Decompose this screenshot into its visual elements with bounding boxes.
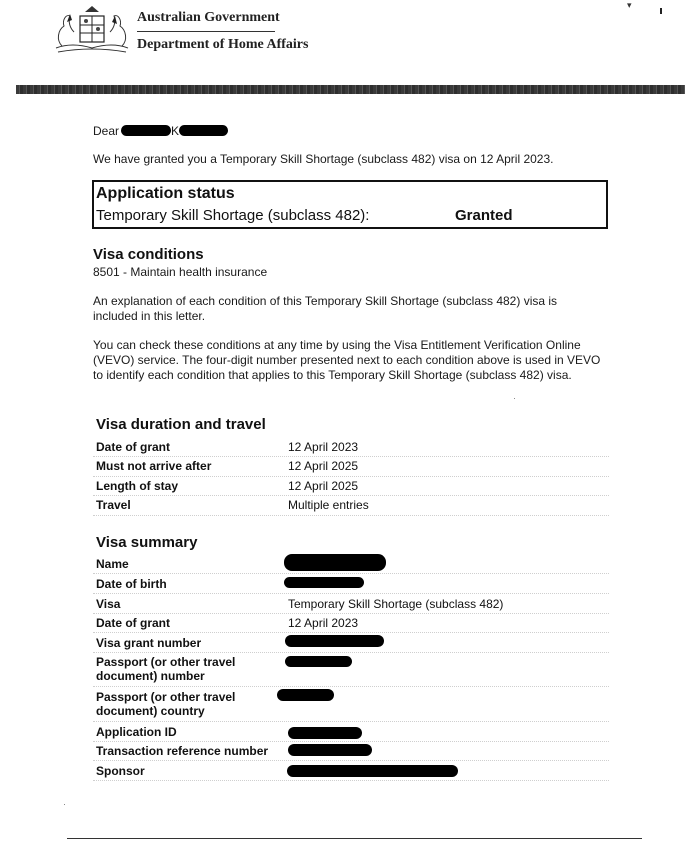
row-divider: [93, 780, 609, 781]
row-divider: [93, 721, 609, 722]
salutation-initial: K: [171, 124, 180, 138]
summary-row-label: Visa: [96, 597, 121, 611]
summary-row-label: Passport (or other travel document) country: [96, 690, 236, 718]
redacted-transaction-reference: [288, 744, 372, 756]
redacted-passport-country: [277, 689, 334, 701]
vevo-paragraph: You can check these conditions at any time by using the Visa Entitlement Verification Online (VEVO) service. The four-digit number presented next to each condition above is used in VEVO to identify each condition that applies to this Temporary Skill Shortage (subclass 482) visa.: [93, 338, 601, 382]
duration-row-label: Date of grant: [96, 440, 171, 454]
row-divider: [93, 741, 609, 742]
summary-row-label: Visa grant number: [96, 636, 202, 650]
scan-speck: [514, 398, 515, 399]
row-divider: [93, 760, 609, 761]
visa-conditions-heading: Visa conditions: [93, 246, 204, 263]
department-name: Department of Home Affairs: [137, 37, 309, 52]
application-status-value: Granted: [455, 207, 513, 224]
redacted-given-name: [121, 125, 171, 136]
duration-row-label: Must not arrive after: [96, 459, 212, 473]
scan-speck: [64, 804, 65, 805]
row-divider: [93, 573, 609, 574]
visa-duration-heading: Visa duration and travel: [96, 416, 266, 433]
duration-row-value: 12 April 2023: [288, 440, 359, 454]
row-divider: [93, 632, 609, 633]
coat-of-arms-icon: [52, 2, 132, 54]
scan-mark: ▾: [627, 0, 632, 10]
redacted-name: [284, 554, 386, 571]
summary-row-value: 12 April 2023: [288, 616, 359, 630]
redacted-passport-number: [285, 656, 352, 667]
duration-row-value: 12 April 2025: [288, 459, 359, 473]
row-divider: [93, 686, 609, 687]
row-divider: [93, 476, 609, 477]
salutation-prefix: Dear: [93, 124, 120, 138]
condition-item: 8501 - Maintain health insurance: [93, 265, 268, 279]
summary-row-label: Date of birth: [96, 577, 167, 591]
government-name: Australian Government: [137, 10, 280, 25]
redacted-surname: [179, 125, 228, 136]
row-divider: [93, 515, 609, 516]
redacted-application-id: [288, 727, 362, 739]
footer-divider: [67, 838, 642, 839]
row-divider: [93, 456, 609, 457]
conditions-explanation: An explanation of each condition of this Temporary Skill Shortage (subclass 482) visa is included in this letter.: [93, 294, 558, 323]
summary-row-label: Sponsor: [96, 764, 145, 778]
summary-row-label: Application ID: [96, 725, 177, 739]
summary-row-label: Transaction reference number: [96, 744, 269, 758]
duration-row-value: 12 April 2025: [288, 479, 359, 493]
application-status-title: Application status: [96, 185, 235, 202]
application-status-label: Temporary Skill Shortage (subclass 482):: [96, 207, 370, 224]
visa-summary-heading: Visa summary: [96, 534, 198, 551]
row-divider: [93, 613, 609, 614]
salutation: [93, 124, 119, 139]
summary-row-value: Temporary Skill Shortage (subclass 482): [288, 597, 504, 611]
summary-row-label: Name: [96, 557, 129, 571]
header-divider: [137, 31, 275, 32]
row-divider: [93, 593, 609, 594]
row-divider: [93, 495, 609, 496]
scan-mark: [660, 8, 662, 14]
duration-row-label: Length of stay: [96, 479, 179, 493]
summary-row-label: Date of grant: [96, 616, 171, 630]
redacted-date-of-birth: [284, 577, 364, 588]
summary-row-label: Passport (or other travel document) number: [96, 655, 236, 683]
duration-row-value: Multiple entries: [288, 498, 369, 512]
redacted-visa-grant-number: [285, 635, 384, 647]
row-divider: [93, 652, 609, 653]
grant-intro: We have granted you a Temporary Skill Shortage (subclass 482) visa on 12 April 2023.: [93, 152, 554, 166]
redacted-sponsor: [287, 765, 458, 777]
header-band: [16, 85, 685, 94]
duration-row-label: Travel: [96, 498, 131, 512]
